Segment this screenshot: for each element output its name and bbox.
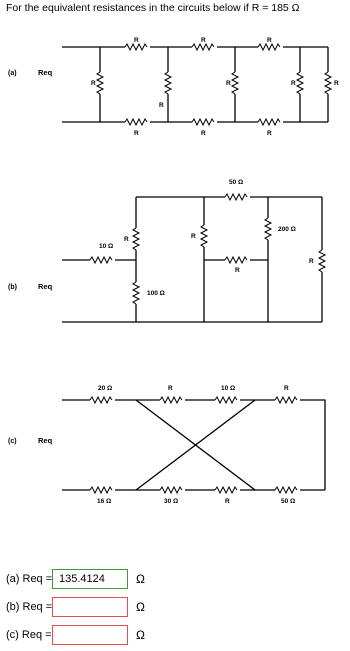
c-tR2-label: R [284, 385, 289, 392]
a-v3-label: R [226, 80, 231, 87]
circuit-b [8, 179, 325, 322]
a-bot2-label: R [201, 130, 206, 137]
answer-c-unit: Ω [136, 628, 145, 642]
b-rv1-label: R [124, 236, 129, 243]
c-50-label: 50 Ω [281, 498, 296, 505]
a-top3-label: R [267, 37, 272, 44]
b-100-label: 100 Ω [147, 290, 165, 297]
part-a-req-label: Req [38, 68, 53, 77]
c-16-label: 16 Ω [97, 498, 112, 505]
answer-b-input[interactable] [52, 597, 128, 617]
b-10-label: 10 Ω [99, 243, 114, 250]
b-rright-label: R [309, 258, 314, 265]
b-rv2-label: R [191, 233, 196, 240]
c-tR-label: R [168, 385, 173, 392]
circuit-a [8, 37, 339, 137]
c-20-label: 20 Ω [98, 385, 113, 392]
a-bot3-label: R [267, 130, 272, 137]
a-v4-label: R [291, 80, 296, 87]
a-v1-label: R [91, 80, 96, 87]
a-v5-label: R [334, 80, 339, 87]
part-b-req-label: Req [38, 282, 53, 291]
question-title: For the equivalent resistances in the circuits below if R = 185 Ω [6, 2, 300, 14]
a-top2-label: R [201, 37, 206, 44]
c-30-label: 30 Ω [164, 498, 179, 505]
a-bot1-label: R [134, 130, 139, 137]
c-bR-label: R [225, 498, 230, 505]
answer-b-label: (b) Req = [6, 601, 53, 613]
a-top1-label: R [134, 37, 139, 44]
part-c-req-label: Req [38, 436, 53, 445]
b-rmid-label: R [235, 267, 240, 274]
b-50-label: 50 Ω [229, 179, 244, 186]
answer-c-input[interactable] [52, 625, 128, 645]
answer-c-label: (c) Req = [6, 629, 52, 641]
circuit-c [8, 385, 325, 505]
c-10-label: 10 Ω [221, 385, 236, 392]
a-v2-label: R [159, 102, 164, 109]
answer-a-input[interactable]: 135.4124 [52, 569, 128, 589]
answer-a-unit: Ω [136, 572, 145, 586]
part-b-label: (b) [8, 284, 17, 291]
part-c-label: (c) [8, 438, 17, 445]
part-a-label: (a) [8, 70, 17, 77]
answer-b-unit: Ω [136, 600, 145, 614]
answer-a-label: (a) Req = [6, 573, 53, 585]
b-200-label: 200 Ω [278, 226, 296, 233]
